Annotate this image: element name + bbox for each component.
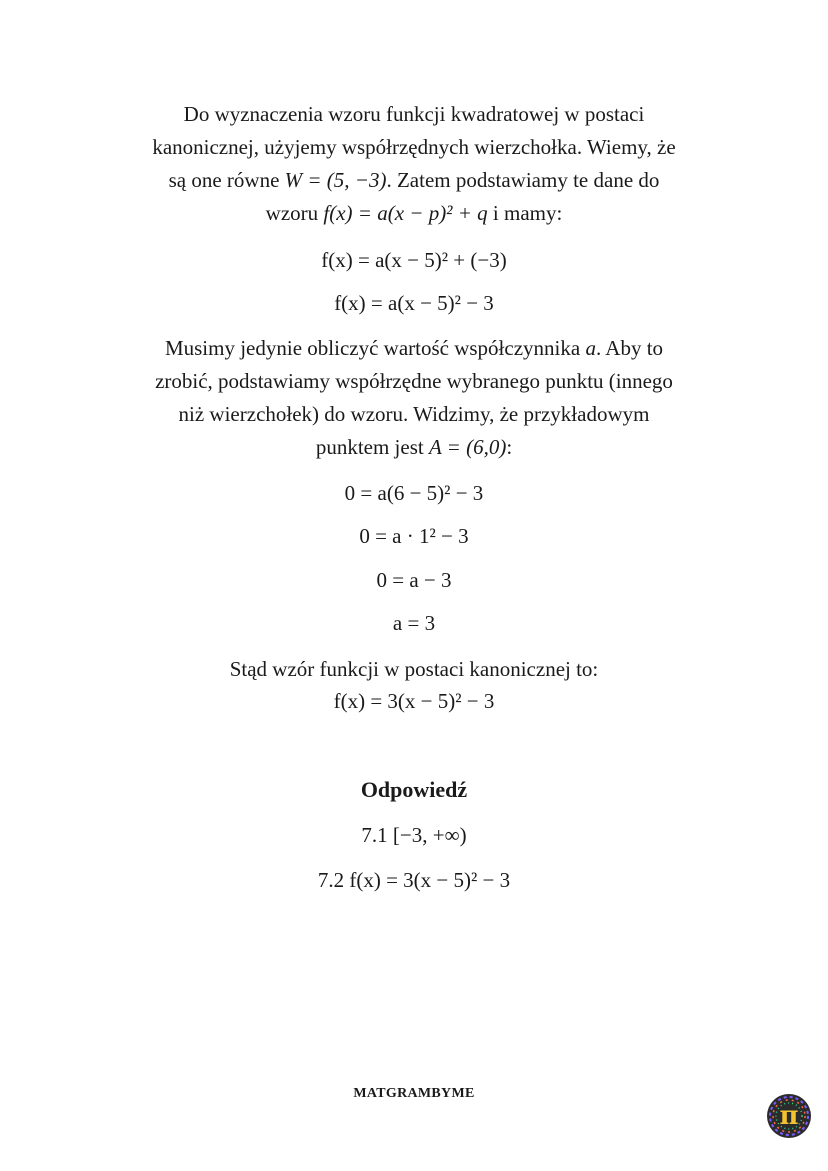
middle-line-1-rest: . Aby to [595, 336, 664, 360]
pi-symbol: π [779, 1101, 799, 1131]
middle-line-1-text: Musimy jedynie obliczyć wartość współczynnika [164, 336, 581, 360]
intro-line-3 [70, 164, 758, 197]
vertex-formula: W = (5, −3) [284, 168, 387, 192]
equation-3: 0 = a(6 − 5)² − 3 [344, 481, 484, 505]
middle-line-4 [70, 431, 758, 464]
conclusion-text: Stąd wzór funkcji w postaci kanonicznej to: [229, 657, 599, 681]
intro-line-4-rest: i mamy: [487, 201, 563, 225]
answer-heading: Odpowiedź [360, 777, 468, 802]
point-a: A = (6,0) [428, 435, 507, 459]
intro-line-4 [70, 197, 758, 230]
answer-item-2: 7.2 f(x) = 3(x − 5)² − 3 [317, 868, 511, 892]
middle-line-4-rest: : [506, 435, 513, 459]
intro-line-3-text: są one równe [168, 168, 280, 192]
equation-4: 0 = a · 1² − 3 [359, 524, 469, 548]
intro-line-1: Do wyznaczenia wzoru funkcji kwadratowej w postaci [183, 102, 645, 126]
intro-paragraph [70, 98, 758, 230]
coefficient-a: a [585, 336, 596, 360]
pi-icon [766, 1093, 812, 1139]
equation-5: 0 = a − 3 [376, 568, 452, 592]
intro-line-3-rest: . Zatem podstawiamy te dane do [386, 168, 660, 192]
conclusion-formula: f(x) = 3(x − 5)² − 3 [333, 689, 495, 713]
intro-line-2: kanonicznej, użyjemy współrzędnych wierzchołka. Wiemy, że [152, 135, 676, 159]
middle-line-3: niż wierzchołek) do wzoru. Widzimy, że przykładowym [178, 402, 650, 426]
middle-paragraph [70, 332, 758, 464]
equation-2: f(x) = a(x − 5)² − 3 [334, 291, 494, 315]
canonical-formula: f(x) = a(x − p)² + q [323, 201, 488, 225]
middle-line-1 [70, 332, 758, 365]
intro-line-4-text: wzoru [265, 201, 319, 225]
answer-item-1: 7.1 [−3, +∞) [361, 823, 467, 847]
middle-line-2: zrobić, podstawiamy współrzędne wybranego punktu (innego [155, 369, 673, 393]
equation-6: a = 3 [392, 611, 436, 635]
equation-1: f(x) = a(x − 5)² + (−3) [321, 248, 507, 272]
footer-brand: MATGRAMBYME [353, 1086, 475, 1101]
middle-line-4-text: punktem jest [315, 435, 424, 459]
